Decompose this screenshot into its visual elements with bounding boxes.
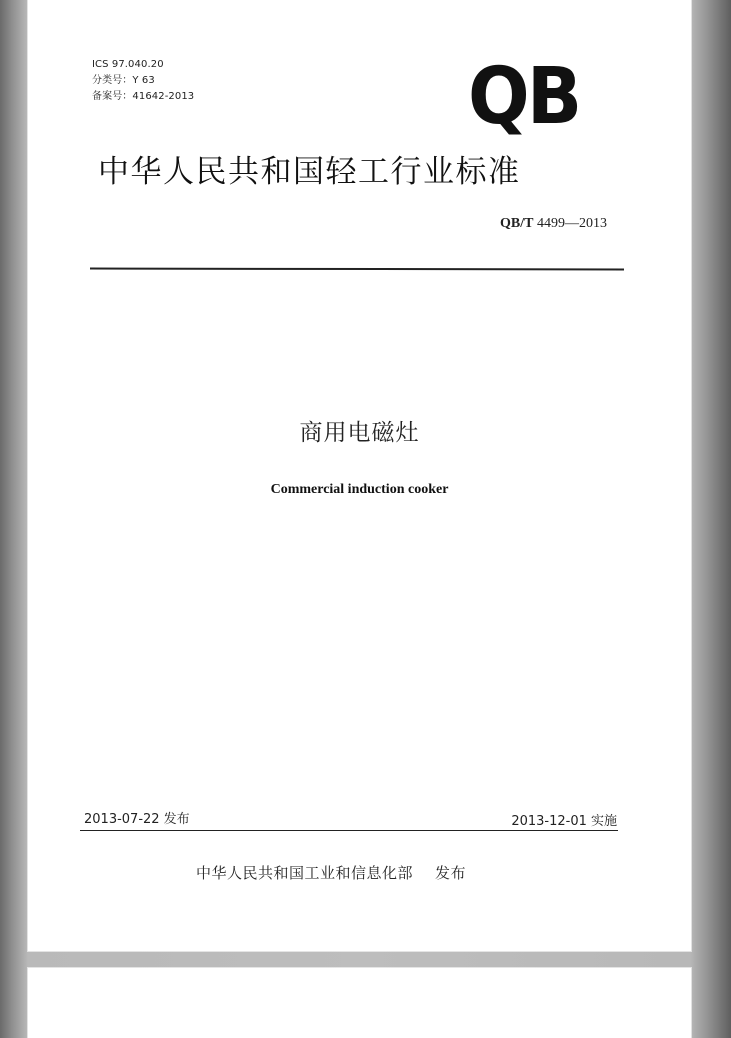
classification-code: 分类号：Y 63 — [92, 75, 155, 86]
ics-code: ICS 97.040.20 — [92, 59, 164, 70]
next-page — [28, 968, 691, 1038]
issuer-line — [196, 862, 466, 883]
issue-date: 2013-07-22 发布 — [84, 812, 190, 827]
record-number: 备案号：41642-2013 — [92, 91, 195, 102]
issuer-action: 发布 — [435, 864, 467, 882]
standard-body-title: 中华人民共和国轻工行业标准 — [98, 154, 521, 190]
document-title-en: Commercial induction cooker — [270, 482, 449, 497]
standard-number-prefix: QB/T — [500, 216, 534, 231]
standard-number-value: 4499—2013 — [537, 216, 607, 231]
header-divider — [90, 268, 624, 271]
document-metadata — [92, 57, 194, 105]
footer-divider — [80, 830, 618, 831]
document-page — [28, 0, 691, 951]
document-title-cn: 商用电磁灶 — [299, 420, 420, 446]
standard-number — [500, 216, 607, 232]
implementation-date: 2013-12-01 实施 — [511, 814, 617, 829]
qb-logo: QB — [468, 52, 580, 142]
issuer-name: 中华人民共和国工业和信息化部 — [196, 864, 414, 882]
